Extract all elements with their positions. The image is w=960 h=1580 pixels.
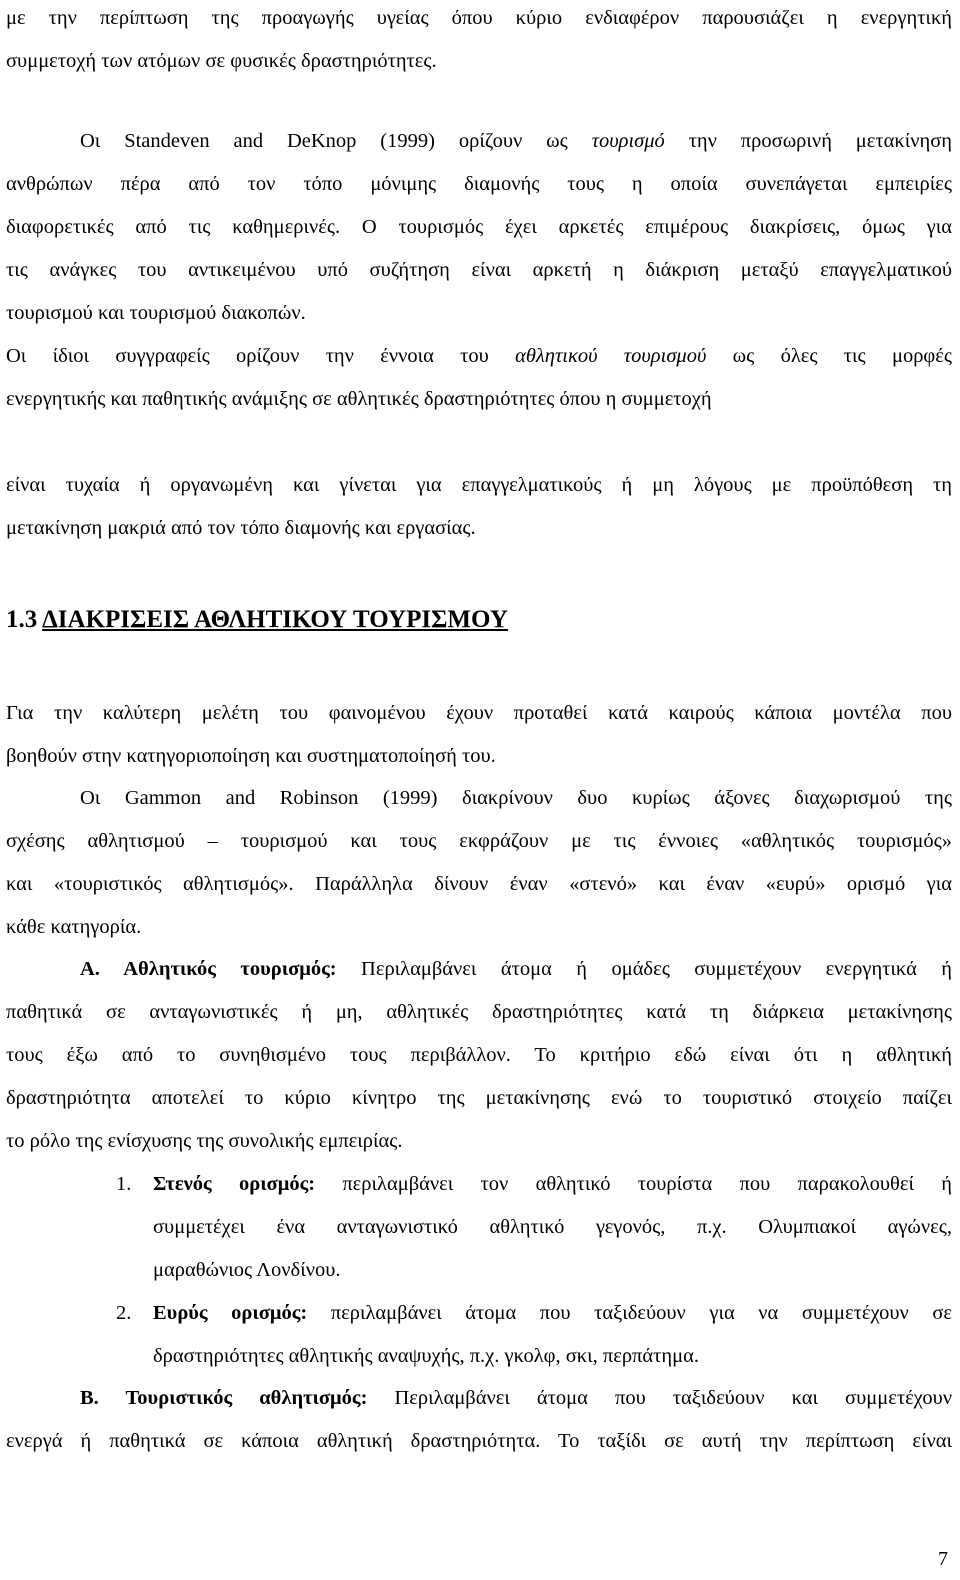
list-item-line: Ευρύς ορισμός: περιλαμβάνει άτομα που ταξιδεύουν για να συμμετέχουν σε xyxy=(153,1302,952,1324)
paragraph-line: διαφορετικές από τις καθημερινές. Ο τουρισμός έχει αρκετές επιμέρους διακρίσεις, όμως για xyxy=(6,216,952,238)
emphasis-term: αθλητικού τουρισμού xyxy=(515,345,707,367)
list-item-line: δραστηριότητες αθλητικής αναψυχής, π.χ. γκολφ, σκι, περπάτημα. xyxy=(153,1345,699,1367)
paragraph-line: βοηθούν στην κατηγοριοποίηση και συστηματοποίησή του. xyxy=(6,745,496,767)
paragraph-line: Οι Standeven and DeKnop (1999) ορίζουν ως τουρισμό την προσωρινή μετακίνηση xyxy=(80,130,952,152)
paragraph-line: συμμετοχή των ατόμων σε φυσικές δραστηριότητες. xyxy=(6,50,437,72)
paragraph-line: τουρισμού και τουρισμού διακοπών. xyxy=(6,302,306,324)
paragraph-line: Για την καλύτερη μελέτη του φαινομένου έχουν προταθεί κατά καιρούς κάποια μοντέλα που xyxy=(6,702,952,724)
paragraph-line: παθητικά σε ανταγωνιστικές ή μη, αθλητικές δραστηριότητες κατά τη διάρκεια μετακίνησης xyxy=(6,1001,952,1023)
paragraph-line: Οι ίδιοι συγγραφείς ορίζουν την έννοια του αθλητικού τουρισμού ως όλες τις μορφές xyxy=(6,345,952,367)
paragraph-line: Β. Τουριστικός αθλητισμός: Περιλαμβάνει άτομα που ταξιδεύουν και συμμετέχουν xyxy=(80,1387,952,1409)
definition-label: Α. Αθλητικός τουρισμός: xyxy=(80,958,337,980)
paragraph-line: μετακίνηση μακριά από τον τόπο διαμονής και εργασίας. xyxy=(6,517,476,539)
list-item-line: Στενός ορισμός: περιλαμβάνει τον αθλητικό τουρίστα που παρακολουθεί ή xyxy=(153,1173,952,1195)
paragraph-line: τις ανάγκες του αντικειμένου υπό συζήτηση είναι αρκετή η διάκριση μεταξύ επαγγελματικού xyxy=(6,259,952,281)
section-heading: 1.3 ΔΙΑΚΡΙΣΕΙΣ ΑΘΛΗΤΙΚΟΥ ΤΟΥΡΙΣΜΟΥ xyxy=(6,606,508,633)
paragraph-line: δραστηριότητα αποτελεί το κύριο κίνητρο της μετακίνησης ενώ το τουριστικό στοιχείο παίζει xyxy=(6,1087,952,1109)
list-item-line: μαραθώνιος Λονδίνου. xyxy=(153,1259,341,1281)
paragraph-line: κάθε κατηγορία. xyxy=(6,916,142,938)
paragraph-line: ενεργά ή παθητικά σε κάποια αθλητική δραστηριότητα. Το ταξίδι σε αυτή την περίπτωση είναι xyxy=(6,1430,952,1452)
emphasis-term: τουρισμό xyxy=(591,130,665,152)
paragraph-line: με την περίπτωση της προαγωγής υγείας όπου κύριο ενδιαφέρον παρουσιάζει η ενεργητική xyxy=(6,7,952,29)
paragraph-line: τους έξω από το συνηθισμένο τους περιβάλλον. Το κριτήριο εδώ είναι ότι η αθλητική xyxy=(6,1044,952,1066)
paragraph-line: σχέσης αθλητισμού – τουρισμού και τους εκφράζουν με τις έννοιες «αθλητικός τουρισμός» xyxy=(6,830,952,852)
list-number: 1. xyxy=(116,1173,132,1195)
paragraph-line: και «τουριστικός αθλητισμός». Παράλληλα δίνουν έναν «στενό» και έναν «ευρύ» ορισμό για xyxy=(6,873,952,895)
paragraph-line: το ρόλο της ενίσχυσης της συνολικής εμπειρίας. xyxy=(6,1130,403,1152)
paragraph-line: Α. Αθλητικός τουρισμός: Περιλαμβάνει άτομα ή ομάδες συμμετέχουν ενεργητικά ή xyxy=(80,958,952,980)
paragraph-line: ανθρώπων πέρα από τον τόπο μόνιμης διαμονής τους η οποία συνεπάγεται εμπειρίες xyxy=(6,173,952,195)
definition-label: Στενός ορισμός: xyxy=(153,1173,316,1195)
definition-label: Ευρύς ορισμός: xyxy=(153,1302,308,1324)
page-number: 7 xyxy=(938,1548,948,1570)
definition-label: Β. Τουριστικός αθλητισμός: xyxy=(80,1387,368,1409)
paragraph-line: Οι Gammon and Robinson (1999) διακρίνουν δυο κυρίως άξονες διαχωρισμού της xyxy=(80,787,952,809)
paragraph-line: είναι τυχαία ή οργανωμένη και γίνεται για επαγγελματικούς ή μη λόγους με προϋπόθεση τη xyxy=(6,474,952,496)
paragraph-line: ενεργητικής και παθητικής ανάμιξης σε αθλητικές δραστηριότητες όπου η συμμετοχή xyxy=(6,388,712,410)
list-item-line: συμμετέχει ένα ανταγωνιστικό αθλητικό γεγονός, π.χ. Ολυμπιακοί αγώνες, xyxy=(153,1216,952,1238)
list-number: 2. xyxy=(116,1302,132,1324)
